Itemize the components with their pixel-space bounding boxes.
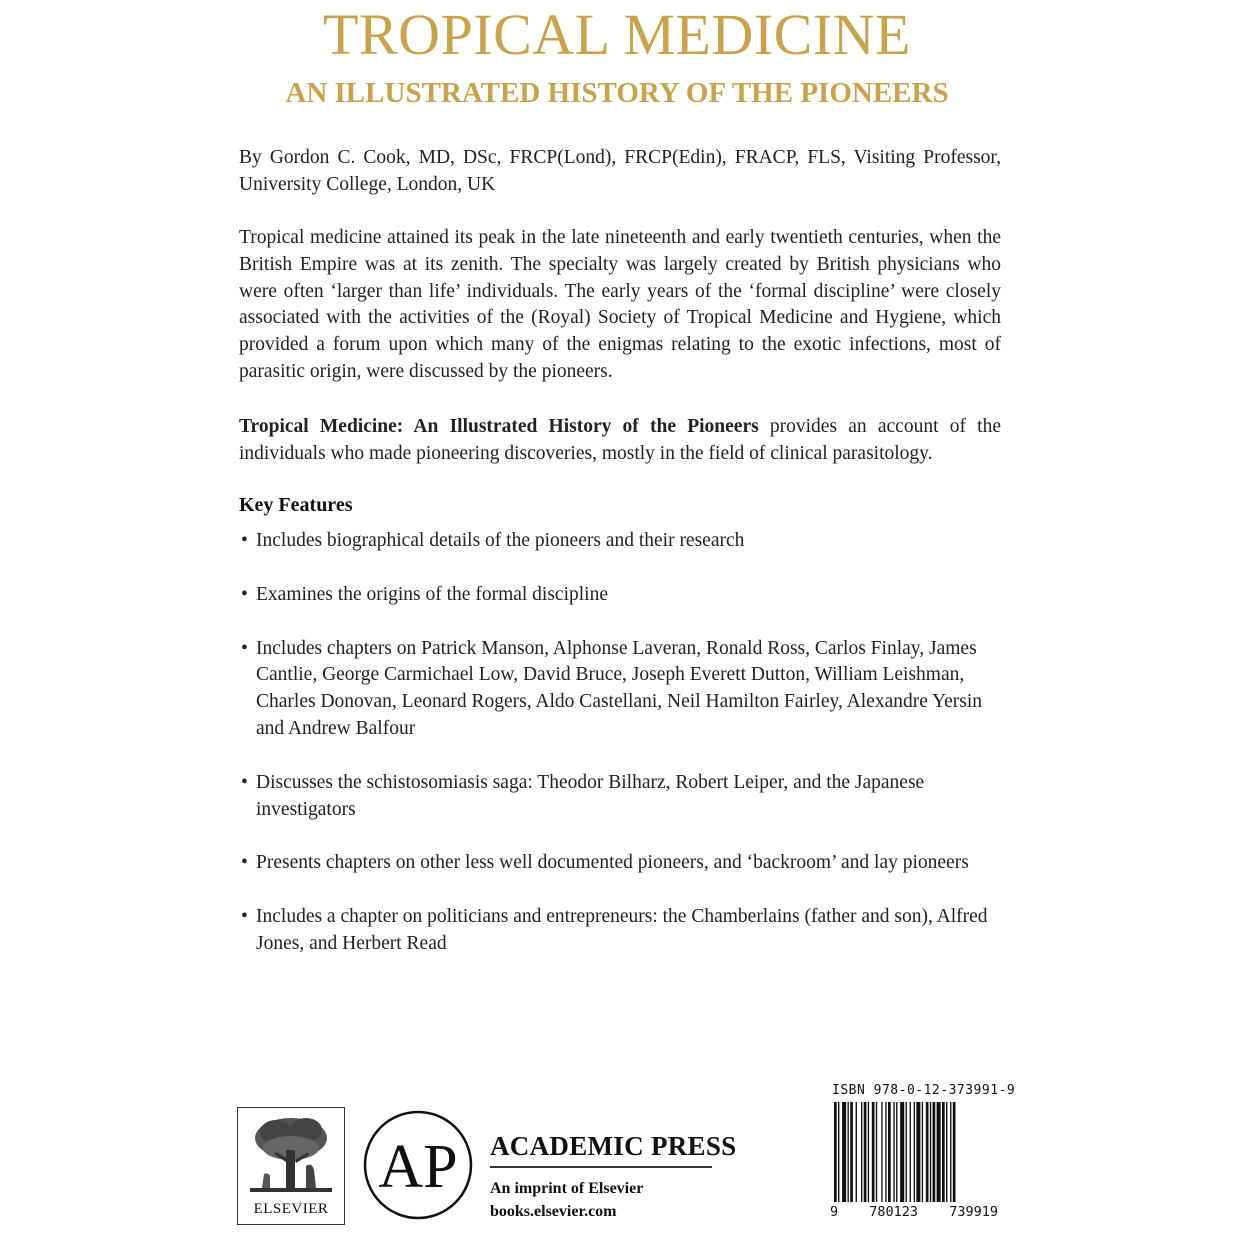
publisher-name: ACADEMIC PRESS — [490, 1131, 737, 1161]
key-features-list — [239, 528, 999, 985]
barcode-digit-group: 780123 — [869, 1204, 919, 1220]
imprint-block — [490, 1177, 643, 1223]
feature-item: • Discusses the schistosomiasis saga: Theodor Bilharz, Robert Leiper, and the Japanese investigators — [239, 770, 999, 824]
publisher-divider — [490, 1166, 712, 1168]
elsevier-logo — [237, 1107, 345, 1225]
summary-text: provides an account of the individuals who made pioneering discoveries, mostly in the field of clinical parasitology. — [239, 416, 1001, 464]
barcode-icon — [834, 1102, 994, 1202]
feature-item: • Examines the origins of the formal discipline — [239, 582, 999, 609]
publisher-website: books.elsevier.com — [490, 1203, 617, 1220]
feature-item: • Presents chapters on other less well documented pioneers, and ‘backroom’ and lay pioneers — [239, 850, 999, 877]
academic-press-logo-icon — [362, 1109, 474, 1221]
feature-item: • Includes biographical details of the pioneers and their research — [239, 528, 999, 555]
elsevier-wordmark: ELSEVIER — [253, 1201, 329, 1217]
book-subtitle: AN ILLUSTRATED HISTORY OF THE PIONEERS — [285, 77, 949, 109]
elsevier-tree-icon — [246, 1114, 336, 1198]
author-line: By Gordon C. Cook, MD, DSc, FRCP(Lond), FRCP(Edin), FRACP, FLS, Visiting Professor, University College, London, UK — [239, 147, 1001, 195]
feature-item: • Includes chapters on Patrick Manson, Alphonse Laveran, Ronald Ross, Carlos Finlay, James Cantlie, George Carmichael Low, David Bruce, Joseph Everett Dutton, William Leishman, Charles Donovan, Leonard Rogers, Aldo Castellani, Neil Hamilton Fairley, Alexandre Yersin and Andrew Balfour — [239, 636, 999, 743]
book-title: TROPICAL MEDICINE — [323, 2, 911, 67]
description-paragraph: Tropical medicine attained its peak in the late nineteenth and early twentieth centuries, when the British Empire was at its zenith. The specialty was largely created by British physicians who were often ‘larger than life’ individuals. The early years of the ‘formal discipline’ were closely associated with the activities of the (Royal) Society of Tropical Medicine and Hygiene, which provided a forum upon which many of the enigmas relating to the exotic infections, most of parasitic origin, were discussed by the pioneers. — [239, 227, 1001, 382]
ap-logo-letters: AP — [378, 1133, 458, 1201]
key-features-heading: Key Features — [239, 494, 353, 516]
summary-paragraph — [239, 414, 1001, 468]
summary-book-title: Tropical Medicine: An Illustrated History of the Pioneers — [239, 416, 759, 437]
feature-item: • Includes a chapter on politicians and entrepreneurs: the Chamberlains (father and son), Alfred Jones, and Herbert Read — [239, 904, 999, 958]
barcode-digits — [830, 1204, 998, 1220]
barcode-digit-group: 9 — [830, 1204, 839, 1220]
imprint-line: An imprint of Elsevier — [490, 1180, 644, 1197]
barcode-digit-group: 739919 — [949, 1204, 998, 1220]
isbn-number: ISBN 978-0-12-373991-9 — [832, 1083, 1016, 1098]
